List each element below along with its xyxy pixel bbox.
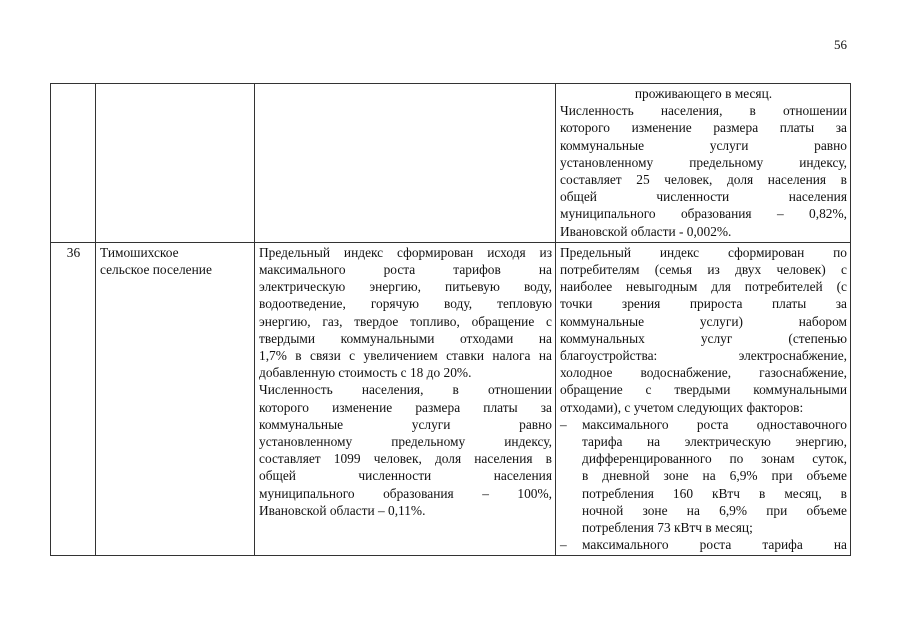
text-line: Тимошихское [100,244,179,260]
text-line: Предельный индекс сформирован по [560,244,847,260]
text-line: муниципального образования – 100%, [259,485,552,501]
text-line: коммунальные услуги равно [259,416,552,432]
name-cell [96,84,255,243]
text-line: тарифа на электрическую энергию, [582,434,847,450]
text-line: которого изменение размера платы за [560,120,847,136]
list-item [560,416,847,536]
text-line: сельское поселение [100,262,212,278]
page-number: 56 [834,37,847,52]
text-line: коммунальных услуг (степенью [560,330,847,346]
settlement-name [96,242,255,556]
text-line: добавленную стоимость с 18 до 20%. [259,365,472,381]
row-number: 36 [51,242,96,556]
text-line: Ивановской области – 0,11%. [259,502,426,518]
text-line: максимального роста одноставочного [582,416,847,432]
text-line: установленному предельному индексу, [560,154,847,170]
text-line: потребителям (семья из двух человек) с [560,262,847,278]
text-line: благоустройства: электроснабжение, [560,348,847,364]
text-line: установленному предельному индексу, [259,434,552,450]
text-line: составляет 1099 человек, доля населения в [259,451,552,467]
text-line: Ивановской области - 0,002%. [560,223,732,239]
dash-bullet: – [560,416,567,432]
index-formation-cell [255,84,556,243]
text-line: общей численности населения [560,189,847,205]
text-line: водоотведение, горячую воду, тепловую [259,296,552,312]
text-line: которого изменение размера платы за [259,399,552,415]
text-line: потребления 160 кВтч в месяц, в [582,485,847,501]
text-line: коммунальные услуги) набором [560,313,847,329]
text-line: общей численности населения [259,468,552,484]
text-line: отходами), с учетом следующих факторов: [560,399,804,415]
consumer-index-cell [556,84,851,243]
text-line: электрическую энергию, питьевую воду, [259,279,552,295]
text-line: обращение с твердыми коммунальными [560,382,847,398]
tariff-table [50,83,851,556]
text-line: коммунальные услуги равно [560,137,847,153]
text-line: Численность населения, в отношении [560,103,847,119]
consumer-index-cell [556,242,851,556]
text-line: составляет 25 человек, доля населения в [560,172,847,188]
text-line: в дневной зоне на 6,9% при объеме [582,468,847,484]
num-cell [51,84,96,243]
text-line: энергию, газ, твердое топливо, обращение с [259,313,552,329]
table-row [51,84,851,243]
text-line: дифференцированного по зонам суток, [582,451,847,467]
text-line: максимального роста тарифов на [259,262,552,278]
text-line: 1,7% в связи с увеличением ставки налога на [259,348,552,364]
text-line: Численность населения, в отношении [259,382,552,398]
text-line: ночной зоне на 6,9% при объеме [582,502,847,518]
text-line: муниципального образования – 0,82%, [560,206,847,222]
table-row [51,242,851,556]
text-line: Предельный индекс сформирован исходя из [259,244,552,260]
text-line: максимального роста тарифа на [582,537,847,553]
text-line: проживающего в месяц. [634,86,773,101]
text-line: холодное водоснабжение, газоснабжение, [560,365,847,381]
text-line: точки зрения прироста платы за [560,296,847,312]
text-line: потребления 73 кВтч в месяц; [582,520,753,536]
list-item [560,536,847,553]
text-line: наиболее невыгодным для потребителей (с [560,279,847,295]
text-line: твердыми коммунальными отходами на [259,330,552,346]
index-formation-cell [255,242,556,556]
dash-bullet: – [560,537,567,553]
